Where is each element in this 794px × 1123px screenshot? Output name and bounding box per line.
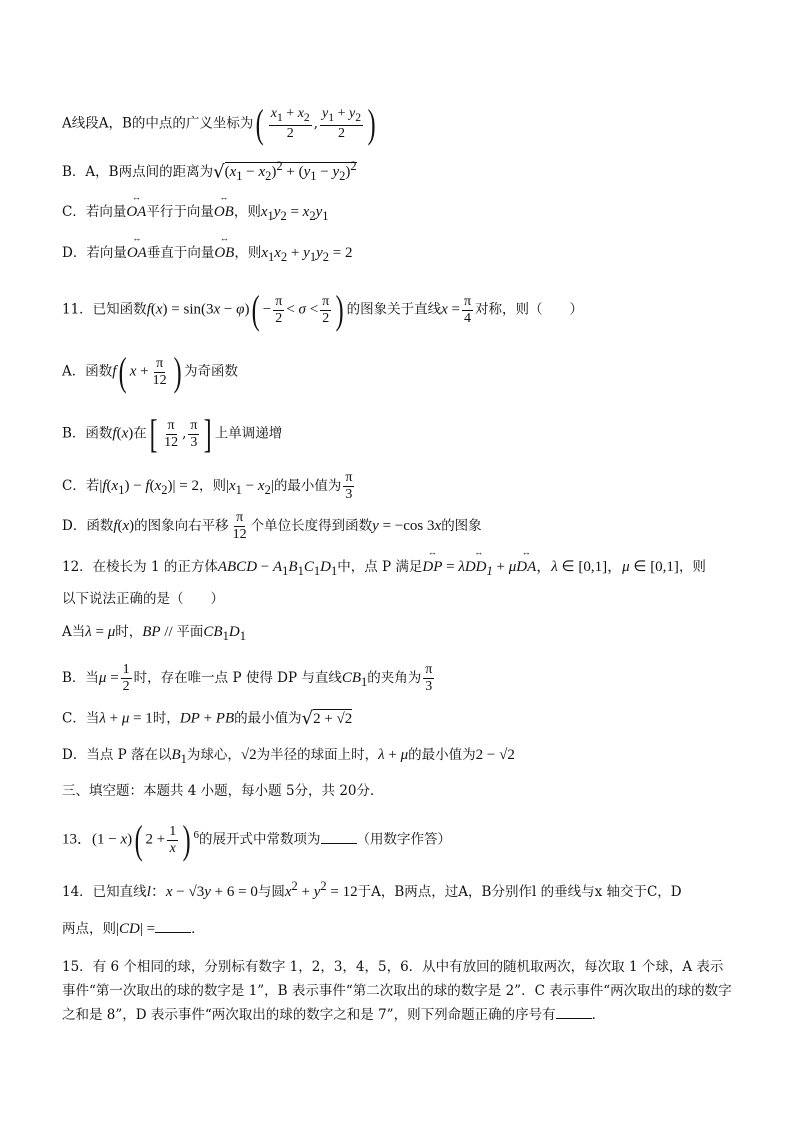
q12-stem-line2: 以下说法正确的是（ ） [62, 591, 224, 607]
q12-option-a: A当λ = μ时，BP // 平面$CB_1D_1$ [62, 624, 246, 643]
q15-answer-blank[interactable] [556, 1006, 592, 1019]
q10-option-a: A线段A，B的中点的广义坐标为( $\frac{x_1 + x_2}{2}$ , $\frac{y_1 + y_2}{2}$ ) [62, 101, 376, 146]
q11-option-a: A．函数f( x + $\frac{\pi}{12}$ ) 为奇函数 [62, 349, 238, 394]
q12-stem-line1: 12．在棱长为 1 的正方体ABCD − $A_1B_1C_1D_1$中，点 P 满足↔ DP = λ↔ $DD_1$ + μ↔ DA，λ ∈ [0,1]，μ ∈ [0,1]，则 [62, 560, 754, 578]
q14-stem-line2: 两点，则|CD| = ． [62, 921, 205, 937]
q10-option-b: B．A，B两点间的距离为$√(x_1 - x_2)^2 + (y_1 - y_2)^2$ [62, 159, 357, 183]
section-heading: 三、填空题：本题共 4 小题，每小题 5分，共 20分． [62, 783, 384, 799]
q11-option-d: D．函数f(x)的图象向右平移 $\frac{\pi}{12}$ 个单位长度得到函数y = −cos 3x的图象 [62, 510, 482, 542]
q12-option-d: D．当点 P 落在以$B_1$为球心，√2为半径的球面上时，λ + μ的最小值为2 − √2 [62, 747, 515, 766]
q11-option-c: C．若$|f(x_1) - f(x_2)| = 2$，则$|x_1 - x_2|$的最小值为 $\frac{\pi}{3}$ [62, 470, 353, 502]
q12-option-c: C．当λ + μ = 1时，DP + PB的最小值为√2 + √2 [62, 708, 353, 729]
q13-stem: 13．(1 − x)( 2 + $\frac{1}{x}$ ) $^6$的展开式中常数项为 （用数字作答） [62, 817, 452, 862]
q13-answer-blank[interactable] [321, 831, 357, 844]
q14-stem-line1: 14．已知直线l：x − √3y + 6 = 0与圆$x^2 + y^2 = 12$于A，B两点，过A，B分别作l 的垂线与x 轴交于C，D [62, 879, 682, 900]
q11-stem: 11．已知函数f(x) = sin(3x − φ)( − $\frac{\pi}{2}$ < σ < $\frac{\pi}{2}$ ) 的图象关于直线x = $\frac{\pi}{4}$ 对称，则（ ） [62, 287, 584, 332]
q12-option-b: B．当μ = $\frac{1}{2}$ 时，存在唯一点 P 使得 DP 与直线$CB_1$的夹角为 $\frac{\pi}{3}$ [62, 662, 433, 694]
q11-option-b: B．函数f(x)在[ $\frac{\pi}{12}$ , $\frac{\pi}{3}$ ] 上单调递增 [62, 411, 283, 456]
q10-option-d: D．若向量↔ OA垂直于向量↔ OB，则$x_1x_2 + y_1y_2 = 2$ [62, 246, 754, 264]
q14-answer-blank[interactable] [155, 920, 191, 933]
q15-stem: 15．有 6 个相同的球，分别标有数字 1，2，3，4，5，6．从中有放回的随机取两次，每次取 1 个球，A 表示事件“第一次取出的球的数字是 1”，B 表示事件“第二次取出的球的数字是 2”．C 表示事件“两次取出的球的数字之和是 8”，D 表示事件“两次取出的球的数字之和是 7”，则下列命题正确的序号有 ． [62, 959, 732, 1023]
q10-option-c: C．若向量↔ OA平行于向量↔ OB，则$x_1y_2 = x_2y_1$ [62, 205, 754, 223]
